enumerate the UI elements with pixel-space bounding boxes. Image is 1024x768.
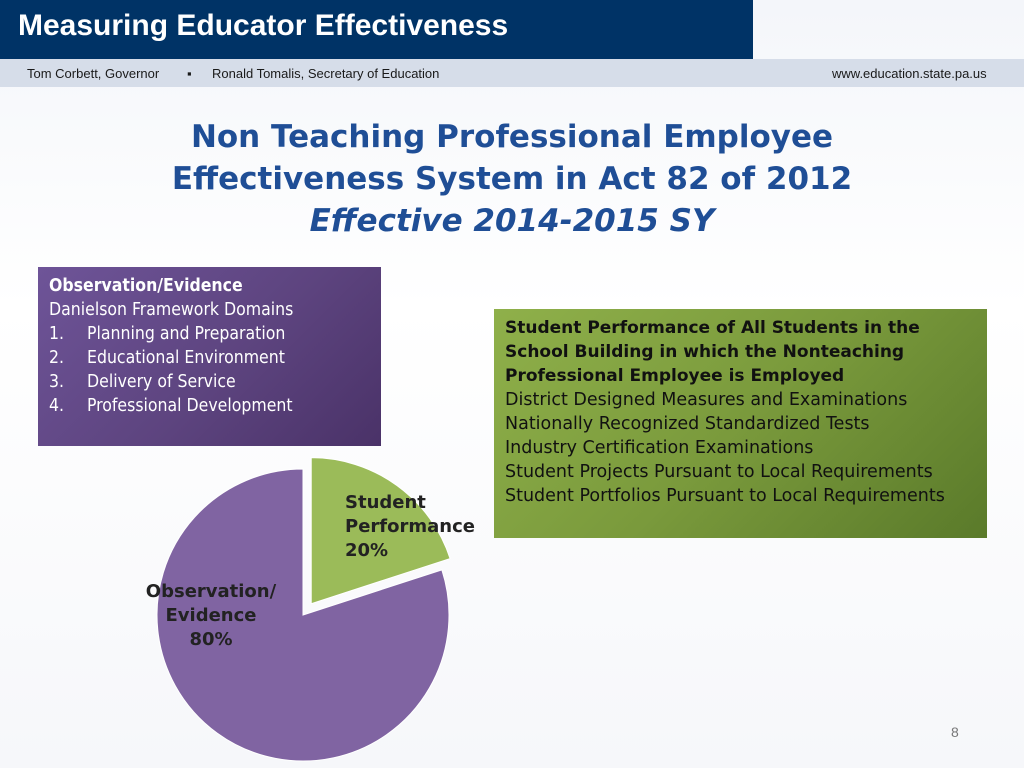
domain-item — [49, 370, 381, 394]
performance-measure-item: Industry Certification Examinations — [505, 438, 814, 458]
performance-heading-line-3: Professional Employee is Employed — [505, 366, 845, 386]
slide-title — [112, 116, 912, 242]
slide-title-line-3: Effective 2014-2015 SY — [309, 203, 715, 239]
observation-subheading: Danielson Framework Domains — [49, 300, 294, 320]
domain-list — [49, 322, 381, 418]
domain-item-number: 3. — [49, 372, 65, 392]
performance-heading-line-2: School Building in which the Nonteaching — [505, 342, 905, 362]
separator-bullet: ▪ — [187, 66, 192, 81]
performance-measure-item: Student Projects Pursuant to Local Requirements — [505, 462, 933, 482]
domain-item-text: Planning and Preparation — [87, 324, 286, 344]
pie-label-student-performance — [345, 491, 475, 563]
pie-label-line: Student — [345, 492, 426, 513]
slide-title-line-2: Effectiveness System in Act 82 of 2012 — [171, 161, 853, 197]
student-performance-box — [494, 309, 987, 538]
domain-item-number: 1. — [49, 324, 65, 344]
domain-item-text: Educational Environment — [87, 348, 285, 368]
domain-item-text: Professional Development — [87, 396, 293, 416]
website-link[interactable]: www.education.state.pa.us — [832, 66, 987, 81]
performance-measure-item: District Designed Measures and Examinations — [505, 390, 908, 410]
pie-label-line: 80% — [189, 629, 233, 650]
secretary-text: Ronald Tomalis, Secretary of Education — [212, 66, 440, 81]
pie-label-line: Evidence — [165, 605, 257, 626]
observation-heading: Observation/Evidence — [49, 276, 243, 296]
observation-evidence-box — [38, 267, 381, 446]
domain-item — [49, 346, 381, 370]
performance-heading-line-1: Student Performance of All Students in the — [505, 318, 920, 338]
domain-item-number: 4. — [49, 396, 65, 416]
pie-label-line: Observation/ — [145, 581, 277, 602]
domain-item-text: Delivery of Service — [87, 372, 236, 392]
slide-title-line-1: Non Teaching Professional Employee — [190, 119, 834, 155]
header-title: Measuring Educator Effectiveness — [18, 9, 509, 42]
performance-measure-item: Student Portfolios Pursuant to Local Requirements — [505, 486, 945, 506]
domain-item-number: 2. — [49, 348, 65, 368]
pie-label-line: Performance — [345, 516, 475, 537]
pie-label-line: 20% — [345, 540, 389, 561]
header-bar — [0, 0, 753, 59]
governor-text: Tom Corbett, Governor — [27, 66, 160, 81]
page-number: 8 — [951, 724, 959, 740]
performance-measure-item: Nationally Recognized Standardized Tests — [505, 414, 870, 434]
pie-label-observation-evidence — [144, 580, 278, 652]
sub-header-bar — [0, 59, 1024, 87]
domain-item — [49, 322, 381, 346]
domain-item — [49, 394, 381, 418]
